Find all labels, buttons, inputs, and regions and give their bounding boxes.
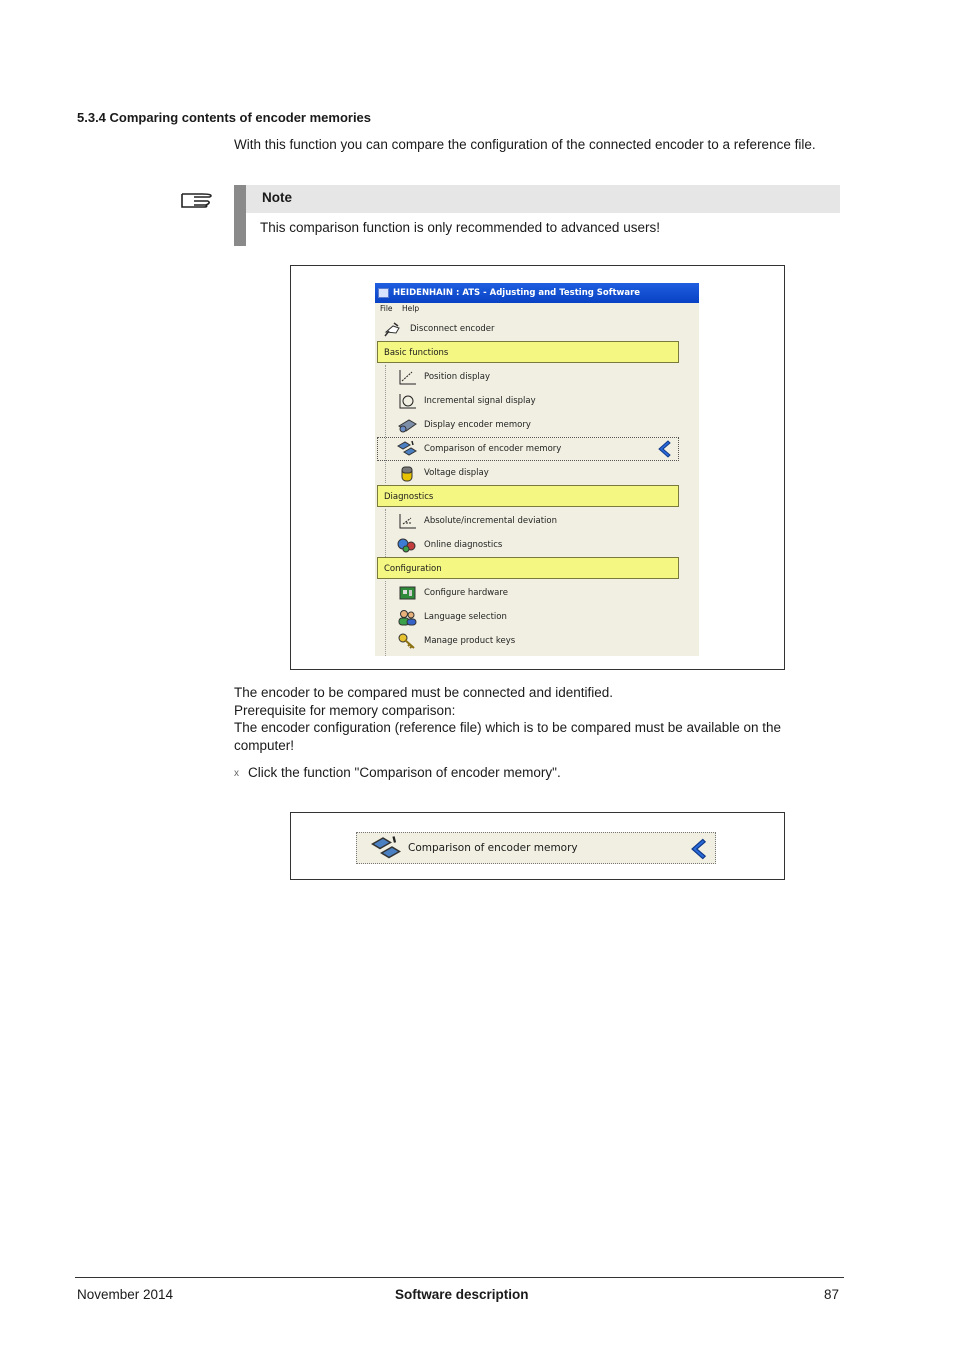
ats-window (375, 283, 699, 656)
page-number: 87 (824, 1287, 840, 1302)
compare-memory-icon (371, 835, 401, 862)
category-configuration[interactable]: Configuration (377, 557, 679, 579)
keys-icon (397, 632, 417, 650)
item-manage-product-keys[interactable]: Manage product keys (377, 629, 679, 653)
plug-icon (383, 320, 403, 338)
pointing-hand-icon (180, 185, 216, 213)
lissajous-icon (397, 392, 417, 410)
item-online-diagnostics[interactable]: Online diagnostics (377, 533, 679, 557)
step-bullet: x (234, 768, 239, 779)
deviation-chart-icon (397, 512, 417, 530)
item-position-display[interactable]: Position display (377, 365, 679, 389)
body-line-3: The encoder configuration (reference file) which is to be compared must be available on the computer! (234, 720, 782, 753)
menu-help[interactable]: Help (402, 304, 420, 313)
menu-bar (375, 303, 699, 315)
item-incremental-signal-display[interactable]: Incremental signal display (377, 389, 679, 413)
item-voltage-display[interactable]: Voltage display (377, 461, 679, 485)
body-line-1: The encoder to be compared must be connected and identified. (234, 685, 613, 700)
window-title: HEIDENHAIN : ATS - Adjusting and Testing Software (393, 288, 641, 298)
battery-icon (397, 464, 417, 482)
circuit-board-icon (397, 584, 417, 602)
section-heading: 5.3.4 Comparing contents of encoder memories (77, 110, 372, 125)
body-line-2: Prerequisite for memory comparison: (234, 703, 456, 718)
compare-memory-icon (397, 440, 417, 458)
item-configure-hardware[interactable]: Configure hardware (377, 581, 679, 605)
people-icon (397, 608, 417, 626)
item-display-encoder-memory[interactable]: Display encoder memory (377, 413, 679, 437)
comparison-item-closeup[interactable] (356, 832, 716, 864)
title-bar (375, 283, 699, 303)
disconnect-encoder-item[interactable]: Disconnect encoder (377, 317, 679, 341)
chevron-left-icon (655, 439, 673, 459)
step-text: Click the function "Comparison of encoder memory". (248, 765, 561, 780)
footer-date: November 2014 (77, 1287, 174, 1302)
category-basic-functions[interactable]: Basic functions (377, 341, 679, 363)
note-header (246, 185, 840, 213)
category-diagnostics[interactable]: Diagnostics (377, 485, 679, 507)
item-absolute-incremental-deviation[interactable]: Absolute/incremental deviation (377, 509, 679, 533)
item-comparison-of-encoder-memory[interactable]: Comparison of encoder memory (377, 437, 679, 461)
encoder-memory-icon (397, 416, 417, 434)
intro-text: With this function you can compare the configuration of the connected encoder to a reference file. (234, 137, 816, 152)
axis-chart-icon (397, 368, 417, 386)
closeup-label: Comparison of encoder memory (408, 842, 578, 854)
menu-file[interactable]: File (380, 304, 393, 313)
footer-rule (75, 1277, 844, 1278)
app-icon (378, 288, 389, 298)
chevron-left-icon (687, 837, 709, 861)
note-bar (234, 185, 246, 246)
item-language-selection[interactable]: Language selection (377, 605, 679, 629)
footer-title: Software description (395, 1287, 529, 1302)
diagnostics-icon (397, 536, 417, 554)
note-text: This comparison function is only recommended to advanced users! (260, 220, 660, 235)
note-title: Note (262, 190, 292, 205)
